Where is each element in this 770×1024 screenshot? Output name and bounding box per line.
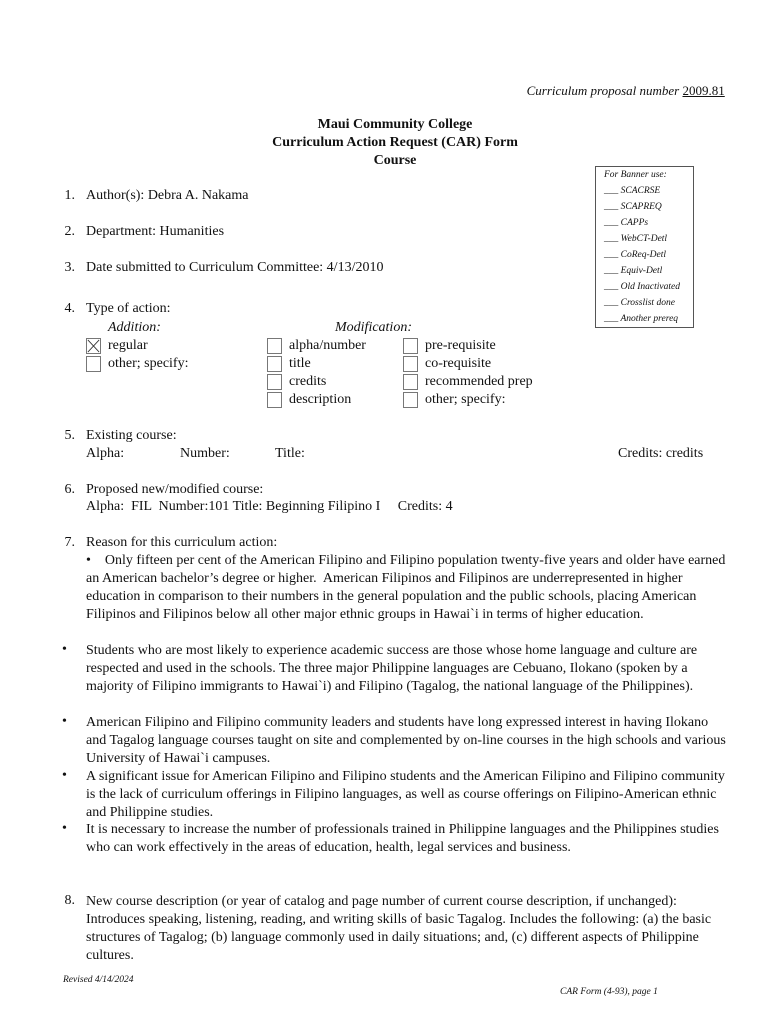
banner-item: ___ CoReq-Detl bbox=[604, 250, 667, 260]
recommended-prep-label: recommended prep bbox=[425, 374, 533, 389]
regular-checkbox[interactable] bbox=[86, 338, 101, 354]
course-description: New course description (or year of catalog and page number of current course description, if unchanged): Introduces speaking, listening, reading, and writing skills of basic Tagalog. Includes the following: (a) the basic structures of Tagalog; (b) language commonly used in daily situations; and, (c) different aspects of Philippine cultures. bbox=[86, 894, 712, 963]
form-type: Course bbox=[373, 153, 417, 168]
proposed-course-label: Proposed new/modified course: bbox=[86, 482, 264, 497]
recommended-prep-checkbox[interactable] bbox=[403, 374, 418, 390]
form-title: Curriculum Action Request (CAR) Form bbox=[272, 135, 518, 150]
item-number: 7. bbox=[64, 535, 75, 550]
item-number: 3. bbox=[64, 260, 75, 275]
proposal-label: Curriculum proposal number bbox=[526, 83, 680, 98]
date-submitted-field: Date submitted to Curriculum Committee: 4/13/2010 bbox=[86, 260, 384, 275]
credits-label: credits bbox=[289, 374, 327, 389]
existing-number: Number: bbox=[180, 446, 230, 461]
banner-item: ___ Crosslist done bbox=[604, 298, 675, 308]
revised-date: Revised 4/14/2024 bbox=[63, 975, 134, 985]
item-number: 1. bbox=[64, 188, 75, 203]
bullet-icon: • bbox=[62, 821, 67, 836]
addition-heading: Addition: bbox=[108, 320, 161, 335]
other-modification-label: other; specify: bbox=[425, 392, 506, 407]
existing-course-label: Existing course: bbox=[86, 428, 177, 443]
reason-bullet: American Filipino and Filipino community leaders and students have long expressed interest in having Ilokano and Tagalog language courses taught on site and complemented by on-line courses in the high schools and various University of Hawai`i campuses. bbox=[86, 715, 726, 766]
check-x-icon bbox=[87, 339, 100, 353]
banner-item: ___ Old Inactivated bbox=[604, 282, 680, 292]
other-modification-checkbox[interactable] bbox=[403, 392, 418, 408]
item-number: 5. bbox=[64, 428, 75, 443]
reason-bullet: It is necessary to increase the number of professionals trained in Philippine languages and the Philippines studies who can work effectively in the areas of education, health, legal services and business. bbox=[86, 822, 719, 855]
existing-title: Title: bbox=[275, 446, 305, 461]
banner-item: ___ Another prereq bbox=[604, 314, 679, 324]
title-checkbox[interactable] bbox=[267, 356, 282, 372]
proposal-number-line bbox=[527, 83, 728, 99]
corequisite-label: co-requisite bbox=[425, 356, 492, 371]
bullet-icon: • bbox=[62, 768, 67, 783]
regular-label: regular bbox=[108, 338, 148, 353]
banner-item: ___ SCACRSE bbox=[604, 186, 661, 196]
corequisite-checkbox[interactable] bbox=[403, 356, 418, 372]
reason-label: Reason for this curriculum action: bbox=[86, 535, 278, 550]
banner-item: ___ SCAPREQ bbox=[604, 202, 662, 212]
existing-alpha: Alpha: bbox=[86, 446, 125, 461]
bullet-icon: • bbox=[62, 642, 67, 657]
banner-item: ___ Equiv-Detl bbox=[604, 266, 663, 276]
reason-first-bullet: • Only fifteen per cent of the American Filipino and Filipino population twenty-five years and older have earned an American bachelor’s degree or higher. American Filipinos and Filipinos are underrepresented in higher education in comparison to their numbers in the general population and the public schools, placing American Filipinos and Filipinos below all other major ethnic groups in Hawai`i in terms of higher education. bbox=[86, 553, 729, 622]
proposed-course-line: Alpha: FIL Number:101 Title: Beginning Filipino I Credits: 4 bbox=[86, 499, 453, 514]
prerequisite-label: pre-requisite bbox=[425, 338, 496, 353]
prerequisite-checkbox[interactable] bbox=[403, 338, 418, 354]
reason-bullet: Students who are most likely to experience academic success are those whose home language and culture are respected and used in the schools. The three major Philippine languages are Cebuano, Ilokano (spoken by a majority of Filipino immigrants to Hawai`i) and Filipino (Tagalog, the national language of the Philippines). bbox=[86, 643, 698, 694]
college-name: Maui Community College bbox=[317, 117, 473, 132]
item-number: 8. bbox=[64, 893, 75, 908]
description-checkbox[interactable] bbox=[267, 392, 282, 408]
item-number: 2. bbox=[64, 224, 75, 239]
bullet-icon: • bbox=[62, 714, 67, 729]
banner-item: ___ CAPPs bbox=[604, 218, 649, 228]
item-number: 6. bbox=[64, 482, 75, 497]
description-label: description bbox=[289, 392, 352, 407]
reason-bullet: A significant issue for American Filipino and Filipino students and the American Filipino and Filipino community is the lack of curriculum offerings in Filipino languages, as well as course offerings on Filipino-American ethnic and Philippine studies. bbox=[86, 769, 725, 820]
author-field: Author(s): Debra A. Nakama bbox=[86, 188, 249, 203]
other-addition-checkbox[interactable] bbox=[86, 356, 101, 372]
banner-title: For Banner use: bbox=[604, 170, 667, 180]
department-field: Department: Humanities bbox=[86, 224, 225, 239]
title-label: title bbox=[289, 356, 311, 371]
credits-checkbox[interactable] bbox=[267, 374, 282, 390]
banner-item: ___ WebCT-Detl bbox=[604, 234, 668, 244]
alpha-number-label: alpha/number bbox=[289, 338, 366, 353]
proposal-number: 2009.81 bbox=[682, 83, 725, 98]
existing-credits: Credits: credits bbox=[618, 446, 704, 461]
type-of-action-label: Type of action: bbox=[86, 301, 171, 316]
page-footer: CAR Form (4-93), page 1 bbox=[560, 987, 658, 997]
item-number: 4. bbox=[64, 301, 75, 316]
other-addition-label: other; specify: bbox=[108, 356, 189, 371]
alpha-number-checkbox[interactable] bbox=[267, 338, 282, 354]
banner-use-box bbox=[595, 166, 694, 328]
modification-heading: Modification: bbox=[335, 320, 412, 335]
